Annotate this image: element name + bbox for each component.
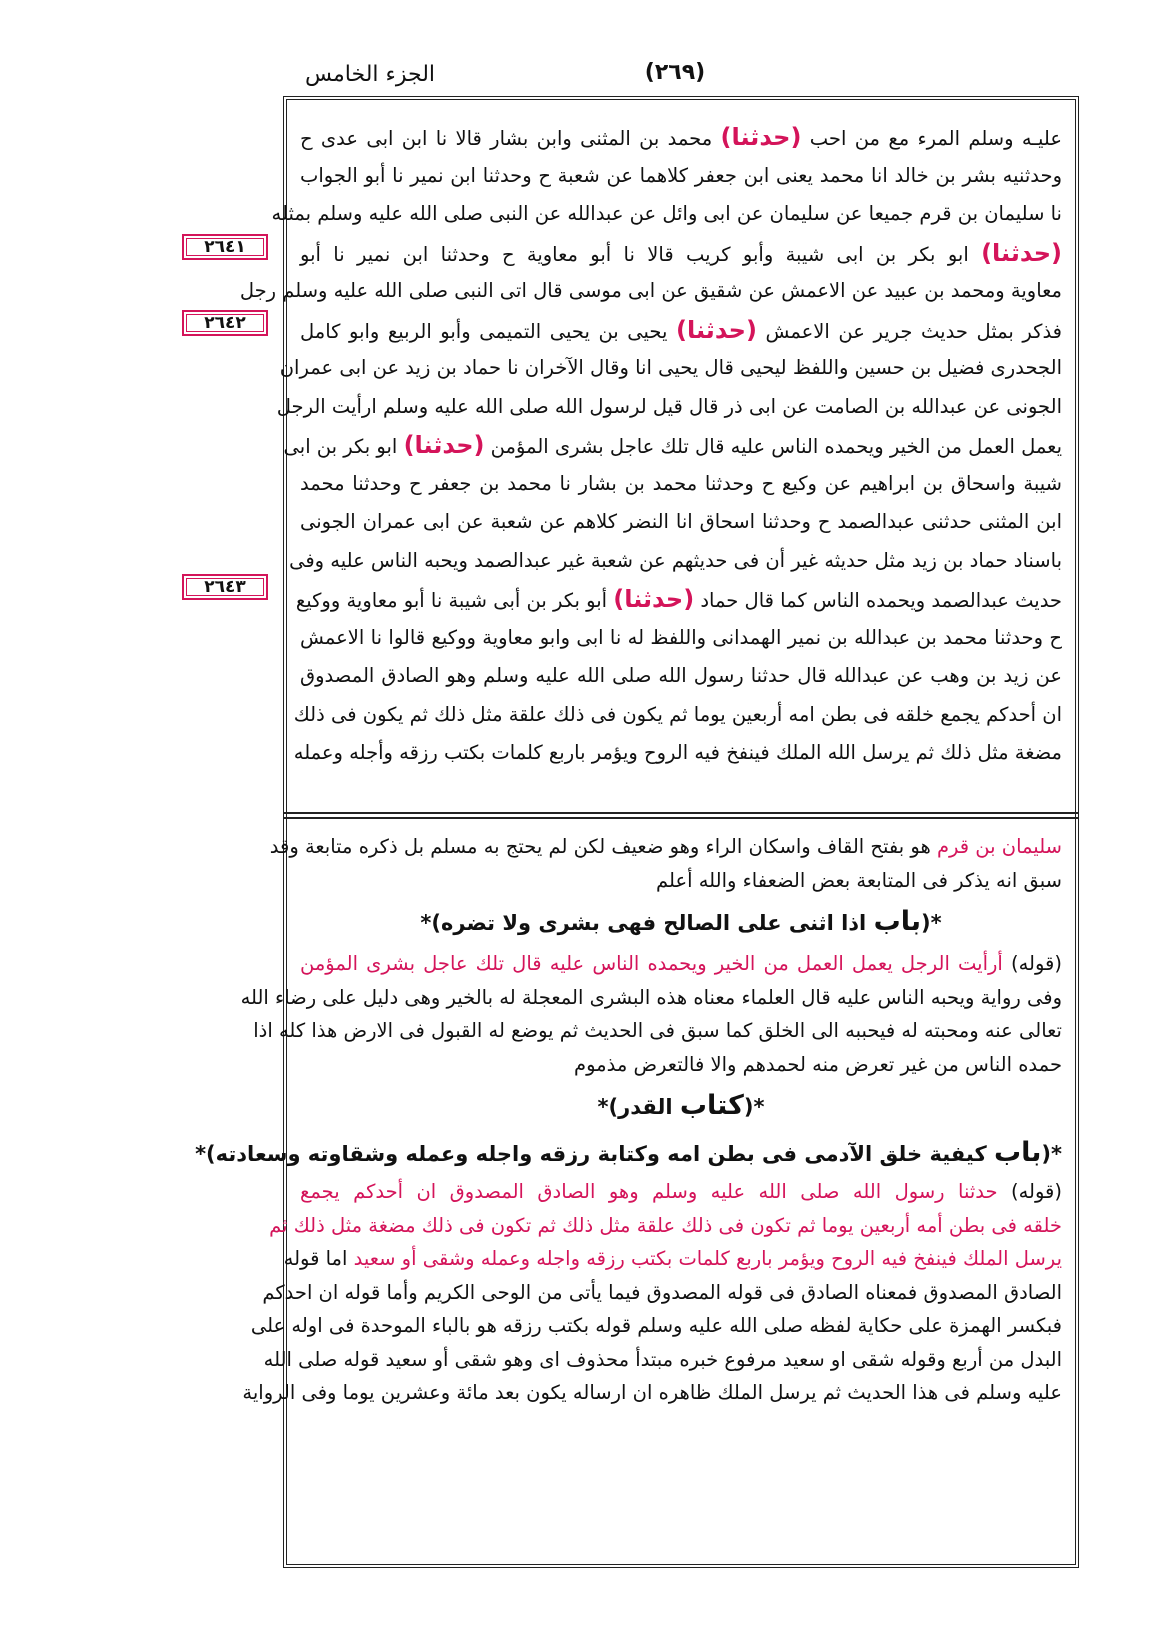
text-line: ابن المثنى حدثنى عبدالصمد ح وحدثنا اسحاق انا النضر كلاهم عن شعبة عن ابى عمران الجونى (300, 510, 1062, 533)
text-line: الجونى عن عبدالله بن الصامت عن ابى ذر قال قيل لرسول الله صلى الله عليه وسلم ارأيت الرجل (276, 394, 1062, 418)
commentary-text (195, 830, 1062, 1410)
text-line: سبق انه يذكر فى المتابعة بعض الضعفاء والله أعلم (656, 868, 1062, 892)
keyword-haddathana: (حدثنا) (676, 315, 757, 344)
hadith-number-badge: ٢٦٤٢ (182, 310, 268, 336)
text-line: شيبة واسحاق بن ابراهيم عن وكيع ح وحدثنا محمد بن بشار نا محمد بن جعفر ح وحدثنا محمد (300, 471, 1062, 495)
text-line: حديث عبدالصمد ويحمده الناس كما قال حماد (حدثنا) أبو بكر بن أبى شيبة نا أبو معاوية ووكيع (295, 585, 1062, 613)
section-divider (283, 812, 1079, 819)
volume-title: الجزء الخامس (304, 62, 436, 87)
text-line: سليمان بن قرم هو بفتح القاف واسكان الراء وهو ضعيف لكن لم يحتج به مسلم بل ذكره متابعة وقد (269, 835, 1062, 858)
text-line: ان أحدكم يجمع خلقه فى بطن امه أربعين يوما ثم يكون فى ذلك علقة مثل ذلك ثم يكون فى ذلك (293, 702, 1062, 726)
hadith-text (239, 118, 1063, 773)
chapter-heading: *(باب اذا اثنى على الصالح فهى بشرى ولا تضره)* (420, 906, 942, 937)
text-line: (حدثنا) ابو بكر بن ابى شيبة وأبو كريب قالا نا أبو معاوية ح وحدثنا ابن نمير نا أبو (300, 238, 1062, 267)
keyword-haddathana: (حدثنا) (613, 585, 695, 613)
hadith-number-badge: ٢٦٤٣ (182, 574, 268, 600)
text-line: تعالى عنه ومحبته له فيحببه الى الخلق كما سبق فى الحديث ثم يوضع له القبول فى الارض هذا كله اذا (253, 1019, 1062, 1042)
text-line: باسناد حماد بن زيد مثل حديثه غير أن فى حديثهم عن شعبة غير عبدالصمد ويحبه الناس عليه وفى (289, 548, 1062, 572)
text-line: يرسل الملك فينفخ فيه الروح ويؤمر باربع كلمات بكتب رزقه واجله وعمله وشقى أو سعيد اما قوله (283, 1247, 1062, 1270)
text-line: ح وحدثنا محمد بن عبدالله بن نمير الهمدانى واللفظ له نا ابى وابو معاوية ووكيع قالوا نا الاعمش (300, 625, 1062, 649)
text-line: فبكسر الهمزة على حكاية لفظه صلى الله عليه وسلم قوله بكتب رزقه هو بالباء الموحدة فى اوله على (250, 1314, 1062, 1337)
text-line: عن زيد بن وهب عن عبدالله قال حدثنا رسول الله صلى الله عليه وسلم وهو الصادق المصدوق (300, 664, 1062, 687)
text-line: خلقه فى بطن أمه أربعين يوما ثم تكون فى ذلك علقة مثل ذلك ثم تكون فى ذلك مضغة مثل ذلك ثم (269, 1213, 1062, 1237)
hadith-number-badge: ٢٦٤١ (182, 234, 268, 260)
page-number: (٢٦٩) (644, 60, 706, 85)
text-line: الجحدرى فضيل بن حسين واللفظ ليحيى قال يحيى انا وقال الآخران نا حماد بن زيد عن ابى عمران (279, 356, 1062, 379)
text-line: عليـه وسلم المرء مع من احب (حدثنا) محمد بن المثنى وابن بشار قالا نا ابن ابى عدى ح (300, 123, 1062, 151)
chapter-heading: *(باب كيفية خلق الآدمى فى بطن امه وكتابة رزقه واجله وعمله وشقاوته وسعادته)* (195, 1137, 1062, 1168)
text-line: (قوله) أرأيت الرجل يعمل العمل من الخير ويحمده الناس عليه قال تلك عاجل بشرى المؤمن (300, 952, 1062, 975)
text-line: معاوية ومحمد بن عبيد عن الاعمش عن شقيق عن ابى موسى قال اتى النبى صلى الله عليه وسلم رجل (239, 279, 1062, 302)
text-line: مضغة مثل ذلك ثم يرسل الله الملك فينفخ فيه الروح ويؤمر باربع كلمات بكتب رزقه وأجله وعمله (293, 741, 1062, 764)
text-line: البدل من أربع وقوله شقى او سعيد مرفوع خبره مبتدأ محذوف اى وهو شقى أو سعيد قوله صلى الله (263, 1347, 1062, 1371)
text-line: حمده الناس من غير تعرض منه لحمدهم والا فالتعرض مذموم (574, 1052, 1062, 1076)
text-line: (قوله) حدثنا رسول الله صلى الله عليه وسلم وهو الصادق المصدوق ان أحدكم يجمع (300, 1180, 1062, 1203)
book-heading: *(كتاب القدر)* (597, 1090, 765, 1121)
keyword-haddathana: (حدثنا) (403, 431, 485, 459)
keyword-haddathana: (حدثنا) (720, 123, 802, 151)
text-line: يعمل العمل من الخير ويحمده الناس عليه قال تلك عاجل بشرى المؤمن (حدثنا) ابو بكر بن ابى (283, 431, 1062, 459)
text-line: الصادق المصدوق فمعناه الصادق فى قوله المصدوق فيما يأتى من الوحى الكريم وأما قوله ان احدكم (262, 1280, 1062, 1304)
keyword-haddathana: (حدثنا) (981, 238, 1062, 267)
text-line: نا سليمان بن قرم جميعا عن سليمان عن ابى وائل عن عبدالله عن النبى صلى الله عليه وسلم بمثله (271, 202, 1062, 225)
text-line: فذكر بمثل حديث جرير عن الاعمش (حدثنا) يحيى بن يحيى التميمى وأبو الربيع وابو كامل (300, 315, 1063, 344)
text-line: وحدثنيه بشر بن خالد انا محمد يعنى ابن جعفر كلاهما عن شعبة ح وحدثنا ابن نمير نا أبو الجواب (300, 163, 1062, 187)
text-line: وفى رواية ويحبه الناس عليه قال العلماء معناه هذه البشرى المعجلة له بالخير وهى دليل على رضاء الله (240, 985, 1062, 1009)
text-line: عليه وسلم فى هذا الحديث ثم يرسل الملك ظاهره ان ارساله يكون بعد مائة وعشرين يوما وفى الرواية (242, 1381, 1062, 1404)
narrator-name: سليمان بن قرم (936, 835, 1062, 858)
